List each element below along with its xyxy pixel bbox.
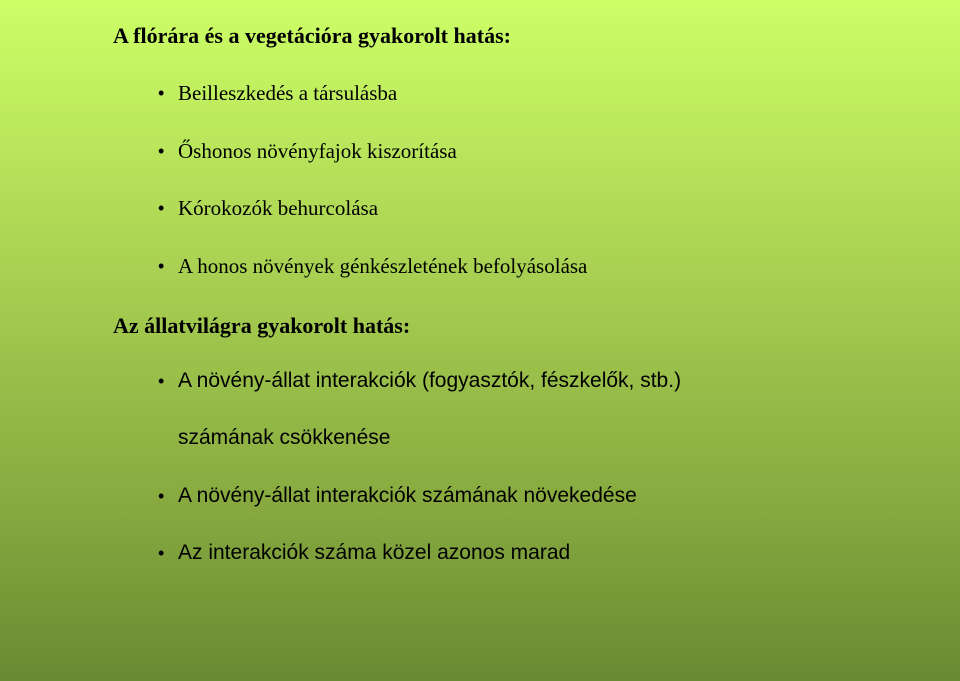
list-item xyxy=(158,540,570,566)
list-item-text: Beilleszkedés a társulásba xyxy=(178,81,398,105)
heading-fauna: Az állatvilágra gyakorolt hatás: xyxy=(113,313,411,338)
list-item xyxy=(158,253,587,279)
list-item-text: A növény-állat interakciók számának növekedése xyxy=(178,484,637,507)
bullet-icon: • xyxy=(158,256,165,276)
bullet-icon: • xyxy=(158,543,165,563)
bullet-icon: • xyxy=(158,83,165,103)
bullet-icon: • xyxy=(158,198,165,218)
bullet-icon: • xyxy=(158,486,165,506)
list-item xyxy=(158,138,457,164)
list-item xyxy=(158,195,378,221)
list-item-text: Az interakciók száma közel azonos marad xyxy=(178,541,571,564)
list-item xyxy=(158,368,681,394)
bullet-icon: • xyxy=(158,371,165,391)
list-item-continuation: számának csökkenése xyxy=(178,426,391,449)
bullet-icon: • xyxy=(158,141,165,161)
list-item-text: A honos növények génkészletének befolyásolása xyxy=(178,254,588,278)
heading-flora: A flórára és a vegetációra gyakorolt hatás: xyxy=(113,23,511,48)
list-item-text: A növény-állat interakciók (fogyasztók, fészkelők, stb.) xyxy=(178,369,682,392)
list-item xyxy=(158,483,637,509)
list-item xyxy=(158,80,397,106)
list-item-text: Őshonos növényfajok kiszorítása xyxy=(178,139,457,163)
list-item-text: Kórokozók behurcolása xyxy=(178,196,379,220)
